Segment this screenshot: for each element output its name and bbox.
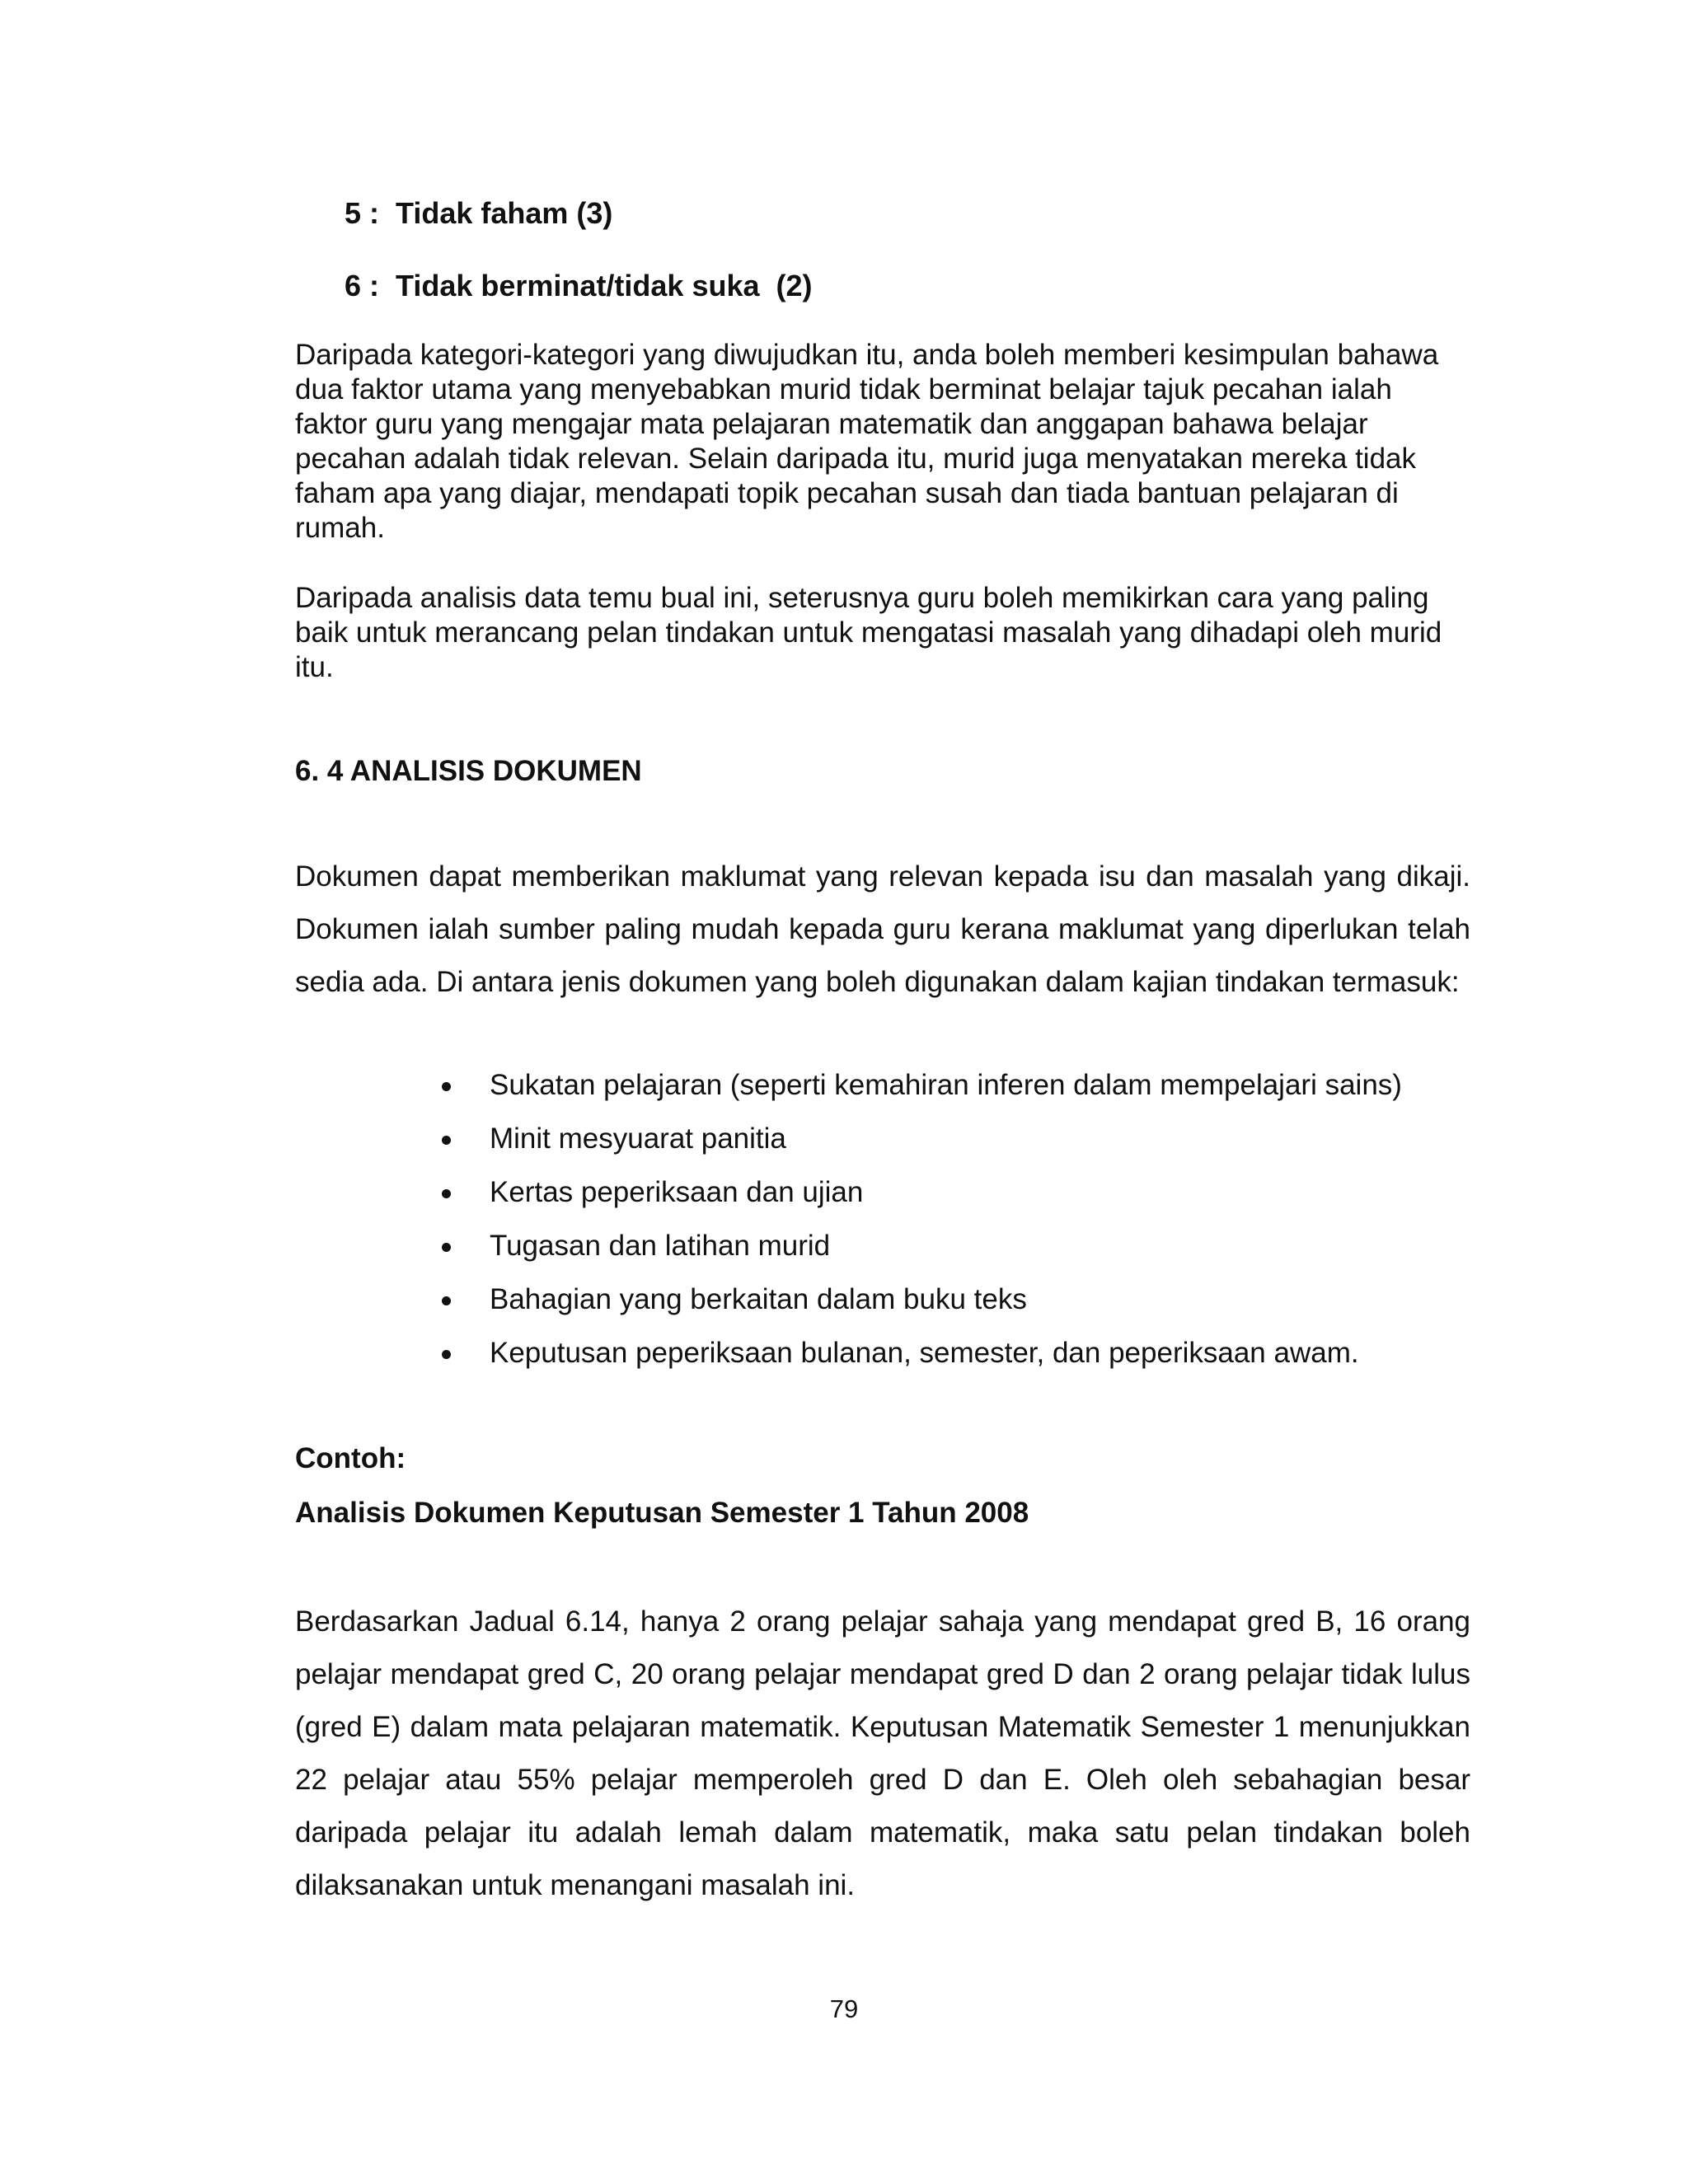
page-number: 79 <box>829 1994 859 2023</box>
bullet-icon <box>442 1243 451 1252</box>
list-item <box>437 1229 1402 1282</box>
bullet-icon <box>442 1082 451 1091</box>
list-item-text: Kertas peperiksaan dan ujian <box>490 1176 864 1208</box>
list-item <box>437 1122 1402 1175</box>
document-types-list <box>437 1068 1402 1390</box>
list-item-text: Tugasan dan latihan murid <box>490 1230 831 1262</box>
numbered-item-6: 6 : Tidak berminat/tidak suka (2) <box>345 269 813 302</box>
bullet-icon <box>442 1350 451 1359</box>
paragraph-conclusion: Daripada kategori-kategori yang diwujudkan itu, anda boleh memberi kesimpulan bahawa dua faktor utama yang menyebabkan murid tidak berminat belajar tajuk pecahan ialah faktor guru yang mengajar mata pelajaran matematik dan anggapan bahawa belajar pecahan adalah tidak relevan. Selain daripada itu, murid juga menyatakan mereka tidak faham apa yang diajar, mendapati topik pecahan susah dan tiada bantuan pelajaran di rumah. <box>295 339 1439 544</box>
example-label: Contoh: <box>295 1442 406 1474</box>
paragraph-results: Berdasarkan Jadual 6.14, hanya 2 orang pelajar sahaja yang mendapat gred B, 16 orang pelajar mendapat gred C, 20 orang pelajar mendapat gred D dan 2 orang pelajar tidak lulus (gred E) dalam mata pelajaran matematik. Keputusan Matematik Semester 1 menunjukkan 22 pelajar atau 55% pelajar memperoleh gred D dan E. Oleh oleh sebahagian besar daripada pelajar itu adalah lemah dalam matematik, maka satu pelan tindakan boleh dilaksanakan untuk menangani masalah ini. <box>295 1605 1470 1901</box>
paragraph-documents: Dokumen dapat memberikan maklumat yang relevan kepada isu dan masalah yang dikaji. Dokumen ialah sumber paling mudah kepada guru kerana maklumat yang diperlukan telah sedia ada. Di antara jenis dokumen yang boleh digunakan dalam kajian tindakan termasuk: <box>295 860 1470 998</box>
list-item <box>437 1282 1402 1336</box>
list-item-text: Sukatan pelajaran (seperti kemahiran inferen dalam mempelajari sains) <box>490 1069 1402 1101</box>
bullet-icon <box>442 1189 451 1198</box>
list-item-text: Keputusan peperiksaan bulanan, semester, dan peperiksaan awam. <box>490 1337 1359 1369</box>
bullet-icon <box>442 1136 451 1145</box>
list-item-text: Bahagian yang berkaitan dalam buku teks <box>490 1283 1027 1315</box>
list-item-text: Minit mesyuarat panitia <box>490 1122 786 1155</box>
example-title: Analisis Dokumen Keputusan Semester 1 Tahun 2008 <box>295 1497 1029 1529</box>
bullet-icon <box>442 1296 451 1305</box>
section-heading: 6. 4 ANALISIS DOKUMEN <box>295 755 642 787</box>
list-item <box>437 1336 1402 1390</box>
paragraph-interview-analysis: Daripada analisis data temu bual ini, seterusnya guru boleh memikirkan cara yang paling baik untuk merancang pelan tindakan untuk mengatasi masalah yang dihadapi oleh murid itu. <box>295 582 1442 683</box>
list-item <box>437 1175 1402 1229</box>
list-item <box>437 1068 1402 1122</box>
numbered-item-5: 5 : Tidak faham (3) <box>345 196 613 230</box>
